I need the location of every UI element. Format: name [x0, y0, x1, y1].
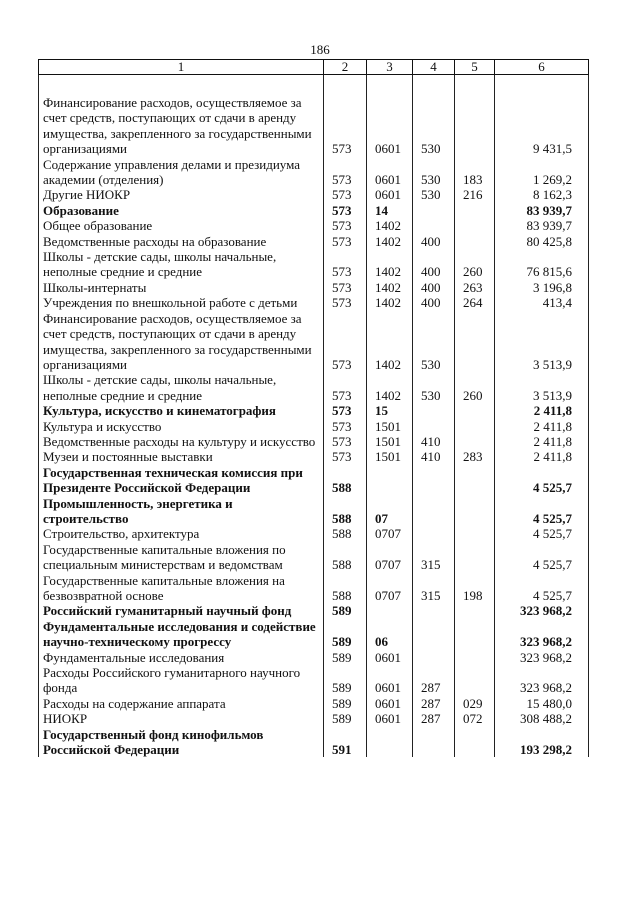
row-ministry-code: 588	[324, 496, 367, 527]
row-expense-code	[455, 542, 495, 573]
table-row	[39, 372, 589, 403]
row-target-code	[413, 419, 455, 434]
row-section-code: 06	[367, 619, 413, 650]
row-name: Фундаментальные исследования	[39, 650, 324, 665]
row-name: Строительство, архитектура	[39, 526, 324, 541]
row-ministry-code: 588	[324, 526, 367, 541]
row-target-code: 530	[413, 187, 455, 202]
row-target-code	[413, 727, 455, 758]
row-expense-code	[455, 95, 495, 157]
row-expense-code	[455, 603, 495, 618]
row-section-code: 0707	[367, 542, 413, 573]
row-ministry-code: 573	[324, 449, 367, 464]
row-amount: 3 196,8	[495, 280, 589, 295]
row-section-code: 1402	[367, 311, 413, 373]
row-target-code: 530	[413, 157, 455, 188]
row-target-code: 400	[413, 234, 455, 249]
row-section-code: 1402	[367, 234, 413, 249]
row-name: Государственные капитальные вложения на безвозвратной основе	[39, 573, 324, 604]
row-amount: 3 513,9	[495, 311, 589, 373]
row-ministry-code: 591	[324, 727, 367, 758]
row-amount: 83 939,7	[495, 203, 589, 218]
row-target-code	[413, 218, 455, 233]
page-number: 186	[310, 42, 330, 57]
row-section-code: 1501	[367, 419, 413, 434]
row-ministry-code: 589	[324, 696, 367, 711]
table-row	[39, 249, 589, 280]
table-row	[39, 696, 589, 711]
row-ministry-code: 573	[324, 234, 367, 249]
row-amount: 193 298,2	[495, 727, 589, 758]
column-header: 3	[367, 60, 413, 75]
table-row	[39, 573, 589, 604]
table-row	[39, 295, 589, 310]
row-expense-code: 263	[455, 280, 495, 295]
row-section-code: 0601	[367, 157, 413, 188]
row-ministry-code: 573	[324, 95, 367, 157]
table-row	[39, 419, 589, 434]
row-expense-code	[455, 434, 495, 449]
row-name: НИОКР	[39, 711, 324, 726]
row-target-code: 287	[413, 665, 455, 696]
table-row	[39, 157, 589, 188]
row-name: Государственная техническая комиссия при Президенте Российской Федерации	[39, 465, 324, 496]
row-amount: 4 525,7	[495, 465, 589, 496]
table-row	[39, 449, 589, 464]
row-amount: 413,4	[495, 295, 589, 310]
row-target-code: 400	[413, 295, 455, 310]
row-section-code: 0601	[367, 696, 413, 711]
row-name: Государственные капитальные вложения по специальным министерствам и ведомствам	[39, 542, 324, 573]
row-ministry-code: 573	[324, 311, 367, 373]
row-target-code: 410	[413, 434, 455, 449]
row-amount: 323 968,2	[495, 665, 589, 696]
row-target-code: 400	[413, 249, 455, 280]
table-row	[39, 665, 589, 696]
table-row	[39, 650, 589, 665]
row-target-code	[413, 465, 455, 496]
row-target-code: 287	[413, 696, 455, 711]
row-section-code: 0601	[367, 650, 413, 665]
row-expense-code	[455, 234, 495, 249]
row-amount: 4 525,7	[495, 573, 589, 604]
table-row	[39, 603, 589, 618]
row-ministry-code: 573	[324, 218, 367, 233]
row-amount: 3 513,9	[495, 372, 589, 403]
row-name: Культура и искусство	[39, 419, 324, 434]
column-number-row	[39, 60, 589, 75]
row-expense-code	[455, 403, 495, 418]
row-amount: 323 968,2	[495, 619, 589, 650]
column-header: 2	[324, 60, 367, 75]
row-ministry-code: 589	[324, 665, 367, 696]
row-amount: 2 411,8	[495, 449, 589, 464]
row-ministry-code: 573	[324, 372, 367, 403]
row-expense-code	[455, 727, 495, 758]
row-ministry-code: 589	[324, 603, 367, 618]
row-amount: 80 425,8	[495, 234, 589, 249]
row-target-code: 315	[413, 542, 455, 573]
row-section-code: 1402	[367, 295, 413, 310]
table-row	[39, 187, 589, 202]
row-target-code	[413, 603, 455, 618]
row-ministry-code: 573	[324, 295, 367, 310]
row-section-code: 1501	[367, 449, 413, 464]
row-amount: 323 968,2	[495, 603, 589, 618]
row-name: Расходы Российского гуманитарного научного фонда	[39, 665, 324, 696]
table-row	[39, 526, 589, 541]
row-section-code: 0601	[367, 95, 413, 157]
row-amount: 83 939,7	[495, 218, 589, 233]
row-ministry-code: 589	[324, 711, 367, 726]
row-name: Школы - детские сады, школы начальные, неполные средние и средние	[39, 372, 324, 403]
row-section-code	[367, 465, 413, 496]
row-name: Школы - детские сады, школы начальные, неполные средние и средние	[39, 249, 324, 280]
row-expense-code	[455, 203, 495, 218]
row-amount: 15 480,0	[495, 696, 589, 711]
row-ministry-code: 589	[324, 650, 367, 665]
row-name: Промышленность, энергетика и строительство	[39, 496, 324, 527]
row-expense-code	[455, 218, 495, 233]
row-amount: 2 411,8	[495, 434, 589, 449]
row-target-code: 400	[413, 280, 455, 295]
row-section-code: 1402	[367, 280, 413, 295]
row-amount: 8 162,3	[495, 187, 589, 202]
row-amount: 2 411,8	[495, 419, 589, 434]
row-expense-code: 260	[455, 249, 495, 280]
row-amount: 308 488,2	[495, 711, 589, 726]
row-ministry-code: 573	[324, 434, 367, 449]
row-section-code: 15	[367, 403, 413, 418]
table-row	[39, 203, 589, 218]
row-section-code: 0707	[367, 526, 413, 541]
table-row	[39, 234, 589, 249]
row-expense-code	[455, 665, 495, 696]
table-row	[39, 218, 589, 233]
row-expense-code	[455, 419, 495, 434]
row-target-code: 287	[413, 711, 455, 726]
row-name: Содержание управления делами и президиума академии (отделения)	[39, 157, 324, 188]
row-ministry-code: 573	[324, 157, 367, 188]
column-header: 5	[455, 60, 495, 75]
row-target-code	[413, 526, 455, 541]
table-row	[39, 542, 589, 573]
row-section-code: 1501	[367, 434, 413, 449]
row-expense-code	[455, 311, 495, 373]
table-row	[39, 465, 589, 496]
row-expense-code	[455, 526, 495, 541]
row-ministry-code: 589	[324, 619, 367, 650]
row-target-code: 530	[413, 311, 455, 373]
row-name: Ведомственные расходы на культуру и искусство	[39, 434, 324, 449]
row-target-code	[413, 496, 455, 527]
row-target-code: 410	[413, 449, 455, 464]
row-target-code	[413, 619, 455, 650]
row-ministry-code: 588	[324, 542, 367, 573]
row-name: Другие НИОКР	[39, 187, 324, 202]
table-row	[39, 280, 589, 295]
row-name: Культура, искусство и кинематография	[39, 403, 324, 418]
column-header: 6	[495, 60, 589, 75]
row-ministry-code: 588	[324, 465, 367, 496]
row-name: Школы-интернаты	[39, 280, 324, 295]
row-expense-code: 283	[455, 449, 495, 464]
row-amount: 4 525,7	[495, 496, 589, 527]
row-target-code: 315	[413, 573, 455, 604]
table-row	[39, 727, 589, 758]
budget-table	[38, 59, 589, 757]
row-expense-code: 072	[455, 711, 495, 726]
row-ministry-code: 573	[324, 187, 367, 202]
table-row	[39, 496, 589, 527]
row-expense-code	[455, 650, 495, 665]
row-name: Ведомственные расходы на образование	[39, 234, 324, 249]
row-amount: 2 411,8	[495, 403, 589, 418]
row-name: Государственный фонд кинофильмов Российской Федерации	[39, 727, 324, 758]
row-target-code	[413, 203, 455, 218]
row-name: Финансирование расходов, осуществляемое за счет средств, поступающих от сдачи в аренду имущества, закрепленного за государственными организациями	[39, 95, 324, 157]
row-name: Расходы на содержание аппарата	[39, 696, 324, 711]
row-section-code: 0707	[367, 573, 413, 604]
row-section-code: 14	[367, 203, 413, 218]
row-section-code: 1402	[367, 372, 413, 403]
row-expense-code: 260	[455, 372, 495, 403]
row-name: Музеи и постоянные выставки	[39, 449, 324, 464]
row-expense-code: 216	[455, 187, 495, 202]
row-amount: 323 968,2	[495, 650, 589, 665]
row-amount: 4 525,7	[495, 542, 589, 573]
row-name: Учреждения по внешкольной работе с детьми	[39, 295, 324, 310]
row-expense-code	[455, 496, 495, 527]
column-header: 1	[39, 60, 324, 75]
row-section-code: 1402	[367, 249, 413, 280]
row-section-code	[367, 603, 413, 618]
table-row	[39, 434, 589, 449]
row-ministry-code: 588	[324, 573, 367, 604]
table-row	[39, 711, 589, 726]
table-row	[39, 311, 589, 373]
table-row	[39, 619, 589, 650]
row-target-code: 530	[413, 95, 455, 157]
row-ministry-code: 573	[324, 403, 367, 418]
row-expense-code: 198	[455, 573, 495, 604]
row-expense-code	[455, 619, 495, 650]
row-name: Образование	[39, 203, 324, 218]
row-amount: 76 815,6	[495, 249, 589, 280]
row-expense-code: 029	[455, 696, 495, 711]
row-name: Российский гуманитарный научный фонд	[39, 603, 324, 618]
column-header: 4	[413, 60, 455, 75]
row-section-code	[367, 727, 413, 758]
row-ministry-code: 573	[324, 203, 367, 218]
row-amount: 9 431,5	[495, 95, 589, 157]
row-name: Фундаментальные исследования и содействие научно-техническому прогрессу	[39, 619, 324, 650]
row-amount: 1 269,2	[495, 157, 589, 188]
row-target-code: 530	[413, 372, 455, 403]
table-row	[39, 95, 589, 157]
row-section-code: 0601	[367, 711, 413, 726]
row-name: Общее образование	[39, 218, 324, 233]
row-ministry-code: 573	[324, 249, 367, 280]
row-ministry-code: 573	[324, 419, 367, 434]
row-name: Финансирование расходов, осуществляемое за счет средств, поступающих от сдачи в аренду имущества, закрепленного за государственными организациями	[39, 311, 324, 373]
row-section-code: 07	[367, 496, 413, 527]
row-section-code: 0601	[367, 187, 413, 202]
row-target-code	[413, 650, 455, 665]
row-expense-code: 264	[455, 295, 495, 310]
spacer-row	[39, 75, 589, 96]
row-expense-code: 183	[455, 157, 495, 188]
table-row	[39, 403, 589, 418]
row-target-code	[413, 403, 455, 418]
row-section-code: 0601	[367, 665, 413, 696]
row-section-code: 1402	[367, 218, 413, 233]
row-amount: 4 525,7	[495, 526, 589, 541]
row-ministry-code: 573	[324, 280, 367, 295]
row-expense-code	[455, 465, 495, 496]
